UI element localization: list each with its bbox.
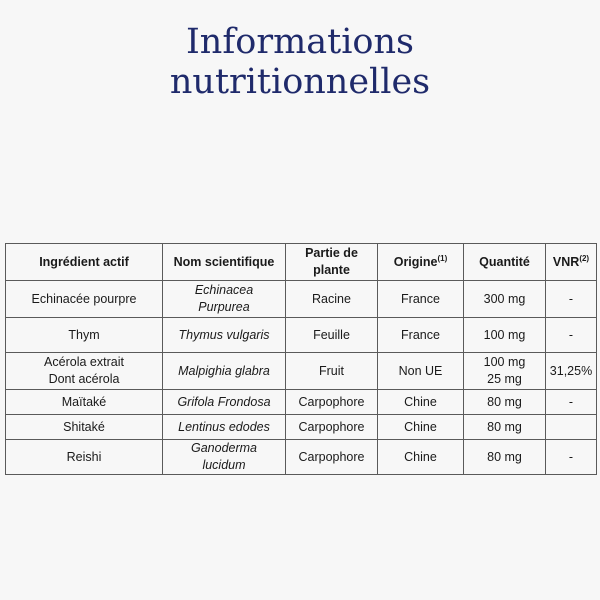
scientific-name-cell-line: Purpurea xyxy=(198,300,250,314)
header-quantity: Quantité xyxy=(464,244,546,281)
plant-part-cell: Racine xyxy=(286,281,378,318)
table-row xyxy=(6,415,597,440)
title-line-1: Informations xyxy=(185,22,414,62)
origin-cell: Chine xyxy=(378,390,464,415)
ingredient-cell-line: Maïtaké xyxy=(61,394,107,409)
ingredient-cell-line: Reishi xyxy=(66,449,102,464)
plant-part-cell: Feuille xyxy=(286,318,378,353)
scientific-name-cell xyxy=(163,415,286,440)
origin-cell: Non UE xyxy=(378,353,464,390)
quantity-cell-line: 80 mg xyxy=(487,419,522,434)
ingredient-cell-line: Acérola extrait xyxy=(44,355,124,369)
ingredient-cell xyxy=(6,415,163,440)
origin-cell: Chine xyxy=(378,415,464,440)
header-vnr-label: VNR xyxy=(552,254,580,269)
quantity-cell-line: 100 mg xyxy=(483,327,526,342)
header-vnr-footnote: (2) xyxy=(579,253,590,263)
vnr-cell xyxy=(546,415,597,440)
plant-part-cell: Carpophore xyxy=(286,440,378,475)
ingredient-cell-line: Shitaké xyxy=(63,419,105,434)
scientific-name-cell xyxy=(163,281,286,318)
vnr-cell: - xyxy=(546,390,597,415)
header-origin-footnote: (1) xyxy=(437,253,448,263)
scientific-name-cell xyxy=(163,353,286,390)
ingredient-cell xyxy=(6,440,163,475)
scientific-name-cell xyxy=(163,390,286,415)
plant-part-cell: Carpophore xyxy=(286,415,378,440)
table-row xyxy=(6,353,597,390)
scientific-name-cell-line: lucidum xyxy=(202,458,246,472)
ingredient-cell-line: Dont acérola xyxy=(48,372,120,386)
quantity-cell xyxy=(464,415,546,440)
quantity-cell-line: 25 mg xyxy=(487,372,522,386)
ingredient-cell-line: Thym xyxy=(68,327,100,342)
quantity-cell xyxy=(464,281,546,318)
table-row xyxy=(6,318,597,353)
title-line-2: nutritionnelles xyxy=(169,62,431,102)
table-header-row xyxy=(6,244,597,281)
quantity-cell xyxy=(464,353,546,390)
header-plant-part-line-1: Partie de xyxy=(305,246,358,260)
quantity-cell xyxy=(464,318,546,353)
header-ingredient: Ingrédient actif xyxy=(6,244,163,281)
vnr-cell: - xyxy=(546,440,597,475)
header-plant-part-line-2: plante xyxy=(313,263,350,277)
plant-part-cell: Fruit xyxy=(286,353,378,390)
vnr-cell: 31,25% xyxy=(546,353,597,390)
ingredient-cell xyxy=(6,390,163,415)
vnr-cell: - xyxy=(546,281,597,318)
quantity-cell xyxy=(464,440,546,475)
ingredient-cell xyxy=(6,318,163,353)
origin-cell: France xyxy=(378,281,464,318)
ingredient-cell xyxy=(6,281,163,318)
table-row xyxy=(6,440,597,475)
scientific-name-cell-line: Ganoderma xyxy=(190,441,257,455)
header-plant-part xyxy=(286,244,378,281)
table-row xyxy=(6,281,597,318)
scientific-name-cell-line: Echinacea xyxy=(194,283,254,297)
header-origin xyxy=(378,244,464,281)
page-title xyxy=(0,22,600,102)
scientific-name-cell-line: Lentinus edodes xyxy=(178,419,270,434)
scientific-name-cell-line: Thymus vulgaris xyxy=(178,327,270,342)
quantity-cell-line: 80 mg xyxy=(487,449,522,464)
plant-part-cell: Carpophore xyxy=(286,390,378,415)
ingredient-cell xyxy=(6,353,163,390)
scientific-name-cell-line: Grifola Frondosa xyxy=(177,394,271,409)
header-vnr xyxy=(546,244,597,281)
quantity-cell xyxy=(464,390,546,415)
origin-cell: Chine xyxy=(378,440,464,475)
origin-cell: France xyxy=(378,318,464,353)
table-body xyxy=(6,281,597,475)
vnr-cell: - xyxy=(546,318,597,353)
scientific-name-cell xyxy=(163,440,286,475)
scientific-name-cell-line: Malpighia glabra xyxy=(178,363,270,378)
quantity-cell-line: 300 mg xyxy=(483,291,526,306)
table-row xyxy=(6,390,597,415)
quantity-cell-line: 80 mg xyxy=(487,394,522,409)
ingredient-cell-line: Echinacée pourpre xyxy=(31,291,137,306)
scientific-name-cell xyxy=(163,318,286,353)
header-scientific-name: Nom scientifique xyxy=(163,244,286,281)
header-origin-label: Origine xyxy=(393,254,438,269)
nutrition-table xyxy=(5,243,597,475)
quantity-cell-line: 100 mg xyxy=(483,355,526,369)
